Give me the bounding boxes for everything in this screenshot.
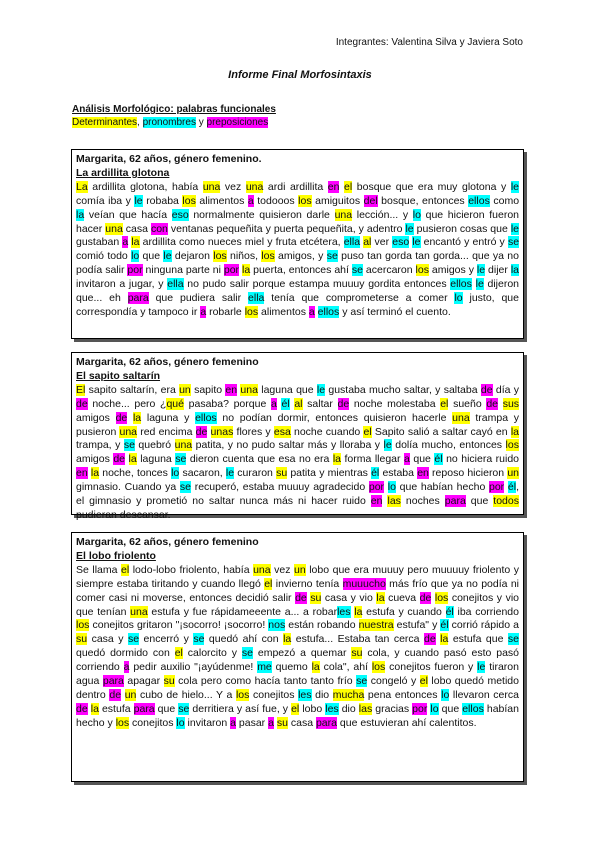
legend-separator: y	[195, 117, 207, 128]
preposition-highlight: del	[363, 194, 378, 207]
determiner-highlight: al	[363, 236, 372, 249]
pronoun-highlight: les	[325, 702, 339, 715]
pronoun-highlight: lo	[131, 250, 140, 263]
preposition-highlight: muuucho	[342, 577, 386, 590]
pronoun-highlight: le	[383, 439, 392, 452]
preposition-highlight: de	[486, 397, 499, 410]
determiner-highlight: el	[121, 563, 130, 576]
pronoun-highlight: ella	[167, 278, 184, 291]
determiner-highlight: qué	[166, 397, 184, 410]
preposition-highlight: de	[76, 397, 88, 410]
preposition-highlight: para	[444, 495, 466, 508]
pronoun-highlight: él	[434, 453, 443, 466]
analysis-heading: Análisis Morfológico: palabras funcionales	[72, 104, 276, 115]
story-heading: Margarita, 62 años, género femenino.	[76, 153, 262, 165]
determiner-highlight: el	[174, 647, 183, 660]
story-box-ardillita	[71, 149, 524, 339]
pronoun-highlight: le	[412, 236, 421, 249]
determiner-highlight: las	[358, 702, 373, 715]
determiner-highlight: mucha	[332, 688, 365, 701]
determiner-highlight: los	[235, 688, 250, 701]
preposition-highlight: a	[247, 194, 254, 207]
pronoun-highlight: le	[225, 467, 235, 480]
preposition-highlight: en	[327, 180, 340, 193]
pronoun-highlight: se	[178, 702, 190, 715]
determiner-highlight: los	[415, 264, 429, 277]
pronoun-highlight: se	[356, 675, 368, 688]
legend-y-item: Determinantes	[72, 117, 138, 128]
preposition-highlight: de	[113, 453, 126, 466]
determiner-highlight: su	[276, 716, 288, 729]
determiner-highlight: un	[124, 688, 137, 701]
story-heading: Margarita, 62 años, género femenino	[76, 536, 259, 548]
preposition-highlight: por	[412, 702, 428, 715]
determiner-highlight: La	[76, 180, 88, 193]
determiner-highlight: una	[130, 605, 148, 618]
pronoun-highlight: ellos	[195, 411, 217, 424]
pronoun-highlight: ella	[343, 236, 361, 249]
determiner-highlight: la	[90, 702, 99, 715]
pronoun-highlight: les	[337, 605, 351, 618]
pronoun-highlight: ellos	[450, 278, 472, 291]
determiner-highlight: su	[351, 647, 363, 660]
determiner-highlight: la	[132, 411, 142, 424]
pronoun-highlight: se	[507, 236, 520, 249]
pronoun-highlight: se	[175, 453, 187, 466]
determiner-highlight: la	[90, 467, 100, 480]
pronoun-highlight: la	[76, 208, 85, 221]
legend-separator: ,	[137, 117, 143, 128]
determiner-highlight: la	[354, 605, 363, 618]
determiner-highlight: los	[182, 194, 196, 207]
pronoun-highlight: nos	[268, 619, 286, 632]
preposition-highlight: en	[370, 495, 383, 508]
determiner-highlight: un	[507, 467, 519, 480]
determiner-highlight: nuestra	[358, 619, 394, 632]
preposition-highlight: de	[76, 702, 88, 715]
preposition-highlight: en	[76, 467, 88, 480]
preposition-highlight: a	[308, 305, 315, 318]
determiner-highlight: el	[419, 675, 428, 688]
determiner-highlight: la	[376, 591, 385, 604]
determiner-highlight: todos	[493, 495, 519, 508]
determiner-highlight: los	[244, 305, 259, 318]
story-body: Se llama el lodo-lobo friolento, había una vez un lobo que era muuuy pero muuuuy friolento y siempre estaba tiritando y cuando llegó el invierno tenía muuucho más frío que ya no podía ni comer casi ni moverse, entonces decidió salir de su casa y vio la cueva de los conejitos y vio que tenían una estufa y fue rápidameeente a... a robarles la estufa y cuando él iba corriendo los conejitos gritaron "¡socorro! ¡socorro! nos están robando nuestra estufa" y él corrió rápido a su casa y se encerró y se quedó ahí con la estufa... Estaba tan cerca de la estufa que se quedó dormido con el calorcito y se empezó a quemar su cola, y cuando pasó esto pasó corriendo a pedir auxilio "¡ayúdenme! me quemo la cola", ahí los conejitos fueron y le tiraron agua para apagar su cola pero como hacía tanto tanto frío se congeló y el lobo quedó metido dentro de un cubo de hielo... Y a los conejitos les dio mucha pena entonces lo llevaron cerca de la estufa para que se derritiera y así fue, y el lobo les dio las gracias por lo que ellos habían hecho y los conejitos lo invitaron a pasar a su casa para que estuvieran ahí calentitos.	[76, 563, 520, 729]
analysis-section	[72, 103, 276, 129]
preposition-highlight: de	[419, 591, 432, 604]
determiner-highlight: la	[131, 236, 140, 249]
pronoun-highlight: se	[351, 264, 363, 277]
pronoun-highlight: le	[316, 383, 326, 396]
pronoun-highlight: lo	[176, 716, 185, 729]
document-title: Informe Final Morfosintaxis	[228, 69, 372, 81]
determiner-highlight: el	[363, 425, 372, 438]
determiner-highlight: una	[240, 383, 258, 396]
determiner-highlight: su	[163, 675, 175, 688]
pronoun-highlight: se	[507, 633, 520, 646]
story-box-lobo	[71, 532, 524, 782]
pronoun-highlight: se	[241, 647, 253, 660]
determiner-highlight: la	[128, 453, 137, 466]
pronoun-highlight: lo	[441, 688, 450, 701]
preposition-highlight: de	[115, 411, 128, 424]
preposition-highlight: en	[225, 383, 238, 396]
determiner-highlight: unas	[210, 425, 234, 438]
pronoun-highlight: le	[510, 180, 519, 193]
pronoun-highlight: ellos	[462, 702, 484, 715]
preposition-highlight: para	[102, 675, 124, 688]
authors-line: Integrantes: Valentina Silva y Javiera Soto	[335, 37, 523, 48]
determiner-highlight: sus	[502, 397, 520, 410]
determiner-highlight: los	[505, 439, 519, 452]
pronoun-highlight: eso	[392, 236, 410, 249]
pronoun-highlight: ella	[248, 292, 265, 305]
preposition-highlight: para	[315, 716, 337, 729]
determiner-highlight: una	[105, 222, 123, 235]
pronoun-highlight: él	[371, 467, 380, 480]
story-title: El lobo friolento	[76, 549, 156, 562]
determiner-highlight: la	[440, 633, 449, 646]
determiner-highlight: los	[434, 591, 449, 604]
pronoun-highlight: ellos	[468, 194, 490, 207]
story-title: La ardillita glotona	[76, 166, 170, 179]
determiner-highlight: el	[440, 397, 449, 410]
determiner-highlight: un	[294, 563, 306, 576]
preposition-highlight: a	[270, 397, 277, 410]
pronoun-highlight: se	[326, 250, 338, 263]
color-legend	[72, 116, 276, 129]
story-body: La ardillita glotona, había una vez una ardi ardillita en el bosque que era muy glotona y le comía iba y le robaba los alimentos a todooos los amiguitos del bosque, entonces ellos como la veían que hacía eso normalmente quisieron darle una lección... y lo que hicieron fueron hacer una casa con ventanas pequeñita y puerta pequeñita, y adentro le pusieron cosas que le gustaban a la ardillita como nueces miel y fruta etcétera, ella al ver eso le encantó y entró y se comió todo lo que le dejaron los niños, los amigos, y se puso tan gorda tan gorda... que ya no podía salir por ninguna parte ni por la puerta, entonces ahí se acercaron los amigos y le dijer la invitaron a jugar, y ella no pudo salir porque estampa muuuy gordita entonces ellos le dijeron que... eh para que pudiera salir ella tenía que comprometerse a comer lo justo, que correspondía y tampoco ir a robarle los alimentos a ellos y así terminó el cuento.	[76, 180, 520, 318]
pronoun-highlight: eso	[171, 208, 189, 221]
preposition-highlight: de	[424, 633, 436, 646]
pronoun-highlight: le	[510, 222, 519, 235]
pronoun-highlight: me	[257, 661, 272, 674]
determiner-highlight: la	[510, 425, 519, 438]
determiner-highlight: la	[283, 633, 292, 646]
pronoun-highlight: lo	[430, 702, 439, 715]
preposition-highlight: con	[150, 222, 168, 235]
preposition-highlight: de	[337, 397, 350, 410]
preposition-highlight: a	[123, 661, 130, 674]
preposition-highlight: a	[230, 716, 236, 729]
pronoun-highlight: él	[440, 619, 449, 632]
pronoun-highlight: ellos	[317, 305, 340, 318]
determiner-highlight: al	[294, 397, 303, 410]
pronoun-highlight: lo	[171, 467, 180, 480]
determiner-highlight: los	[298, 194, 312, 207]
pronoun-highlight: él	[507, 481, 517, 494]
pronoun-highlight: él	[445, 605, 454, 618]
preposition-highlight: a	[404, 453, 410, 466]
preposition-highlight: en	[417, 467, 429, 480]
story-heading: Margarita, 62 años, género femenino	[76, 356, 259, 368]
pronoun-highlight: le	[476, 264, 486, 277]
preposition-highlight: por	[223, 264, 240, 277]
determiner-highlight: el	[264, 577, 273, 590]
pronoun-highlight: se	[127, 633, 140, 646]
pronoun-highlight: la	[510, 264, 519, 277]
determiner-highlight: su	[276, 467, 288, 480]
story-box-sapito	[71, 352, 524, 521]
pronoun-highlight: se	[179, 481, 192, 494]
preposition-highlight: por	[489, 481, 505, 494]
determiner-highlight: su	[76, 633, 88, 646]
pronoun-highlight: le	[475, 278, 484, 291]
preposition-highlight: por	[368, 481, 385, 494]
story-body: El sapito saltarín, era un sapito en una laguna que le gustaba mucho saltar, y saltaba de día y de noche... pero ¿qué pasaba? porque a él al saltar de noche molestaba el sueño de sus amigos de la laguna y ellos no podían dormir, entonces quisieron hacerle una trampa y pusieron una red encima de unas flores y esa noche cuando el Sapito salió a saltar cayó en la trampa, y se quebró una patita, y no pudo saltar más y lloraba y le dolía mucho, entonces los amigos de la laguna se dieron cuenta que esa no era la forma llegar a que él no hiciera ruido en la noche, tonces lo sacaron, le curaron su patita y mientras él estaba en reposo hicieron un gimnasio. Cuando ya se recuperó, estaba muuuy agradecido por lo que habían hecho por él, el gimnasio y prometió no saltar nunca más ni hacer ruido en las noches para que todos pudieran descansar.	[76, 383, 520, 521]
determiner-highlight: los	[213, 250, 227, 263]
determiner-highlight: una	[452, 411, 470, 424]
determiner-highlight: su	[310, 591, 322, 604]
determiner-highlight: la	[242, 264, 251, 277]
determiner-highlight: los	[261, 250, 275, 263]
pronoun-highlight: lo	[387, 481, 396, 494]
determiner-highlight: la	[311, 661, 320, 674]
determiner-highlight: las	[387, 495, 401, 508]
preposition-highlight: de	[295, 591, 307, 604]
pronoun-highlight: le	[477, 661, 486, 674]
legend-m-item: preposiciones	[206, 117, 269, 128]
preposition-highlight: para	[133, 702, 155, 715]
preposition-highlight: a	[200, 305, 207, 318]
pronoun-highlight: lo	[454, 292, 463, 305]
determiner-highlight: el	[344, 180, 353, 193]
determiner-highlight: una	[202, 180, 221, 193]
preposition-highlight: a	[268, 716, 274, 729]
determiner-highlight: una	[253, 563, 271, 576]
pronoun-highlight: le	[405, 222, 414, 235]
determiner-highlight: esa	[273, 425, 291, 438]
determiner-highlight: los	[76, 619, 90, 632]
pronoun-highlight: le	[163, 250, 172, 263]
determiner-highlight: el	[291, 702, 300, 715]
determiner-highlight: una	[334, 208, 353, 221]
determiner-highlight: los	[371, 661, 386, 674]
preposition-highlight: de	[195, 425, 208, 438]
story-title: El sapito saltarín	[76, 369, 161, 382]
legend-c-item: pronombres	[142, 117, 196, 128]
preposition-highlight: de	[480, 383, 493, 396]
pronoun-highlight: les	[298, 688, 312, 701]
determiner-highlight: El	[76, 383, 86, 396]
preposition-highlight: para	[127, 292, 149, 305]
pronoun-highlight: se	[193, 633, 205, 646]
preposition-highlight: por	[127, 264, 143, 277]
determiner-highlight: la	[332, 453, 342, 466]
pronoun-highlight: lo	[412, 208, 421, 221]
determiner-highlight: una	[119, 425, 138, 438]
determiner-highlight: los	[115, 716, 130, 729]
preposition-highlight: de	[109, 688, 122, 701]
determiner-highlight: una	[245, 180, 264, 193]
determiner-highlight: una	[174, 439, 193, 452]
pronoun-highlight: se	[123, 439, 135, 452]
preposition-highlight: a	[122, 236, 129, 249]
pronoun-highlight: le	[134, 194, 143, 207]
determiner-highlight: un	[179, 383, 191, 396]
pronoun-highlight: él	[281, 397, 290, 410]
